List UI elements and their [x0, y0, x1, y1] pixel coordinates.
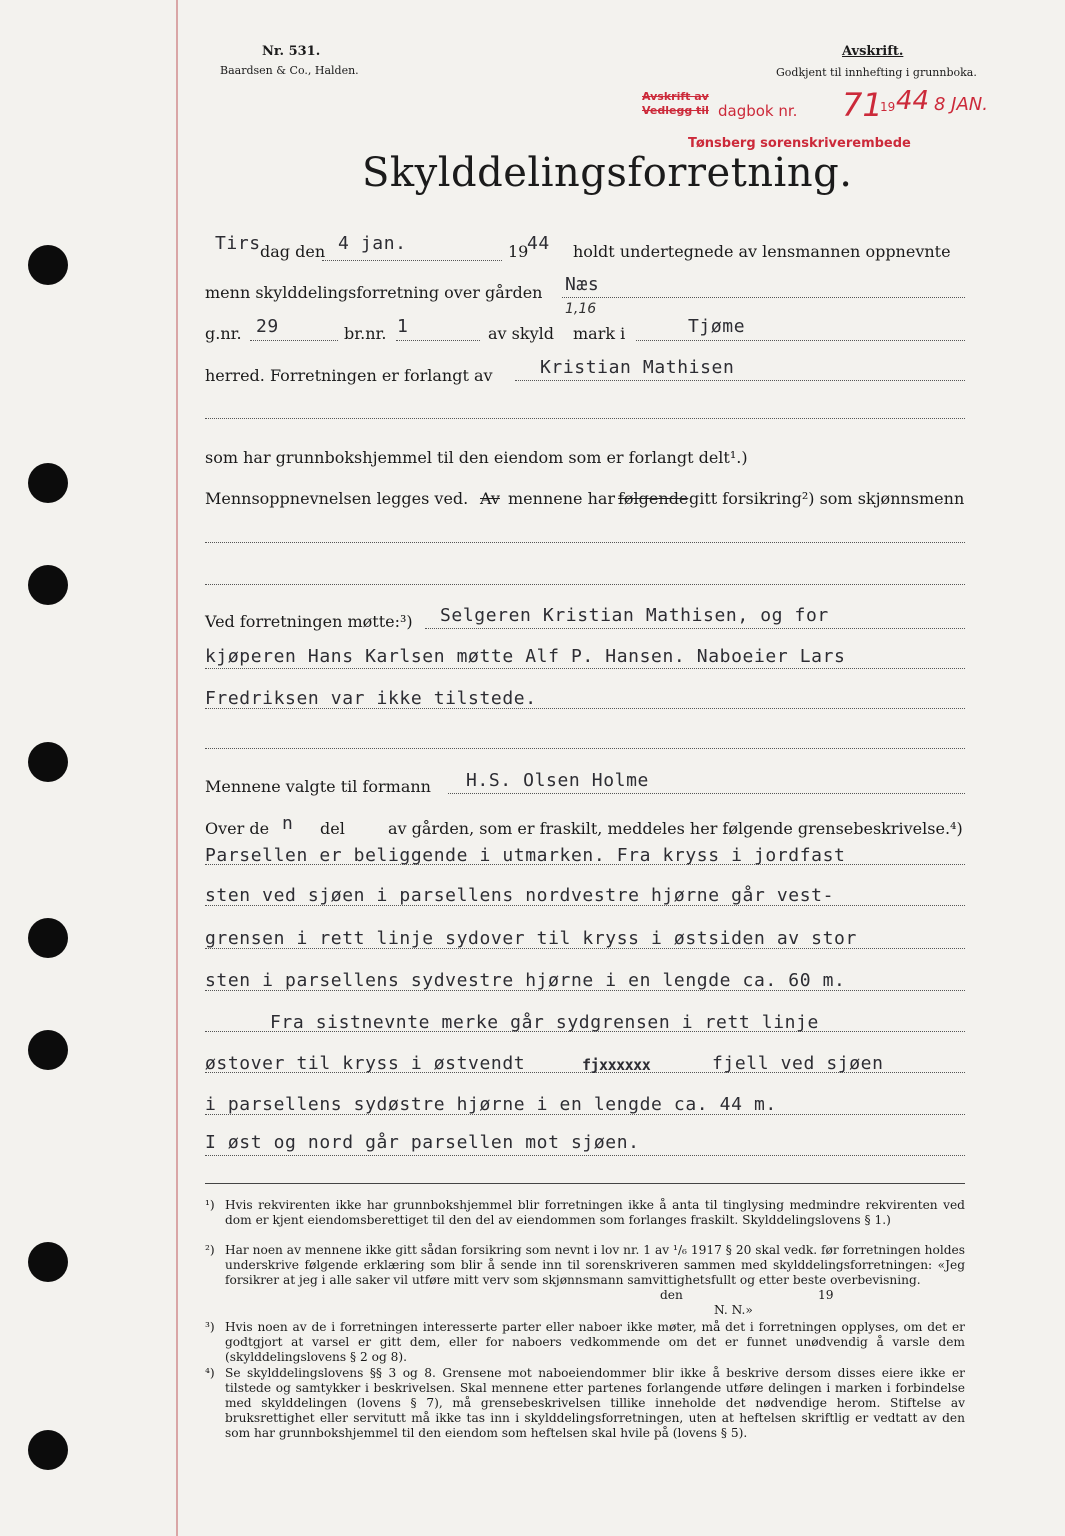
margin-rule [176, 0, 178, 1536]
footnote-text: Har noen av mennene ikke gitt sådan forsikring som nevnt i lov nr. 1 av ¹/₆ 1917 § 20 skal vedk. før forretningen holdes underskrive følgende erklæring som blir å sende inn til sorenskriveren sammen med skylddelingsforretningen: «Jeg forsikrer at jeg i alle saker vil utføre mitt verv som skjønnsmann samvittighetsfullt og etter beste overbevisning. [225, 1243, 965, 1287]
requester-field-line [515, 380, 965, 381]
blank-field-line [205, 748, 965, 749]
description-line: østover til kryss i østvendt [205, 1053, 526, 1074]
copy-label: Avskrift. [842, 44, 904, 59]
date-value: 4 jan. [338, 233, 407, 254]
boundary-text-a: Over de [205, 819, 270, 838]
blank-field-line [205, 542, 965, 543]
farm-name: Næs [565, 274, 600, 295]
description-line: sten i parsellens sydvestre hjørne i en lengde ca. 60 m. [205, 970, 846, 991]
gnr-label: g.nr. [205, 324, 242, 343]
present-field-line [425, 628, 965, 629]
footnote-number: ⁴) [205, 1366, 215, 1380]
menns-text-a: Mennsoppnevnelsen legges ved. [205, 489, 469, 508]
blank-field-line [205, 584, 965, 585]
footnote-nn: N. N.» [714, 1303, 753, 1317]
bnr-field-line [396, 340, 480, 341]
gnr-value: 29 [256, 316, 279, 337]
bnr-label: br.nr. [344, 324, 387, 343]
printer-name: Baardsen & Co., Halden. [220, 64, 359, 77]
description-line: Parsellen er beliggende i utmarken. Fra kryss i jordfast [205, 845, 846, 866]
footnote-text: Hvis noen av de i forretningen interesserte parter eller naboer ikke møter, må det i forretningen opplyses, om det er godtgjort at varsel er gitt dem, eller for naboers vedkommende om det er funnet unødvendig å varsle dem (skylddelingslovens § 2 og 8). [225, 1320, 965, 1364]
grunnbok-text: som har grunnbokshjemmel til den eiendom som er forlangt delt¹.) [205, 448, 748, 467]
binder-hole [28, 1030, 68, 1070]
approval-text: Godkjent til innhefting i grunnboka. [776, 66, 977, 79]
description-line: I øst og nord går parsellen mot sjøen. [205, 1132, 640, 1153]
boundary-text-b: del [320, 819, 345, 838]
blank-field-line [205, 418, 965, 419]
present-line-2: kjøperen Hans Karlsen møtte Alf P. Hansen. Naboeier Lars [205, 646, 846, 667]
description-line: sten ved sjøen i parsellens nordvestre hjørne går vest- [205, 885, 835, 906]
binder-hole [28, 742, 68, 782]
stamp-date: 8 JAN. [934, 94, 988, 115]
menns-text-c: gitt forsikring²) som skjønnsmenn [689, 489, 965, 508]
mark-label: mark i [573, 324, 626, 343]
present-field-line [205, 668, 965, 669]
year-prefix: 19 [508, 242, 529, 261]
binder-hole [28, 1430, 68, 1470]
form-number: Nr. 531. [262, 44, 321, 59]
dag-den-text: dag den [260, 242, 326, 261]
line2-text: menn skylddelingsforretning over gården [205, 283, 543, 302]
skyld-value: 1,16 [565, 301, 597, 317]
farm-field-line [562, 297, 965, 298]
boundary-text-c: av gården, som er fraskilt, meddeles her følgende grensebeskrivelse.⁴) [388, 819, 963, 838]
description-field-line [205, 1155, 965, 1156]
boundary-n: n [282, 813, 294, 834]
binder-hole [28, 245, 68, 285]
stamp-dagbok-label: dagbok nr. [718, 102, 798, 120]
footnote-year: 19 [818, 1288, 834, 1302]
menns-strike-1: Av [480, 489, 500, 508]
stamp-office: Tønsberg sorenskriverembede [688, 136, 911, 151]
footnote-text: Se skylddelingslovens §§ 3 og 8. Grensene mot naboeiendommer blir ikke å beskrive dersom disses eiere ikke er tilstede og samtykker i beskrivelsen. Skal mennene etter partenes forlangende utføre delingen i marken i forbindelse med skylddelingen (lovens § 7), må grensebeskrivelsen tillike inneholde det nødvendige herom. Stiftelse av bruksrettighet eller servitutt må ikke tas inn i skylddelingsforretningen, uten at heftelsen skriftlig er vedtatt av den som har grunnbokshjemmel til den eiendom som heftelsen skal hvile på (lovens § 5). [225, 1366, 965, 1440]
footnote-3 [205, 1320, 965, 1365]
description-line: grensen i rett linje sydover til kryss i østsiden av stor [205, 928, 857, 949]
chair-field-line [448, 793, 965, 794]
requester-name: Kristian Mathisen [540, 357, 735, 378]
stamp-dagbok-number: 71 [842, 86, 883, 124]
skyld-label: av skyld [488, 324, 554, 343]
footnote-1 [205, 1198, 965, 1228]
line1-text: holdt undertegnede av lensmannen oppnevnte [573, 242, 951, 261]
present-label: Ved forretningen møtte:³) [205, 612, 413, 631]
gnr-field-line [250, 340, 338, 341]
chair-name: H.S. Olsen Holme [466, 770, 649, 791]
present-line-1: Selgeren Kristian Mathisen, og for [440, 605, 829, 626]
menns-strike-2: følgende [618, 489, 689, 508]
strike-word: fjxxxxxx [582, 1056, 651, 1074]
footnote-text: Hvis rekvirenten ikke har grunnbokshjemmel blir forretningen ikke å anta til tinglysing medmindre rekvirenten ved dom er kjent eiendomsberettiget til den del av eiendommen som forlanges fraskilt. Skylddelingslovens § 1.) [225, 1198, 965, 1227]
date-field-line [322, 260, 502, 261]
footnote-number: ²) [205, 1243, 215, 1257]
menns-text-b: mennene har [508, 489, 616, 508]
description-line: fjell ved sjøen [712, 1053, 884, 1074]
stamp-line-2: Vedlegg til [642, 104, 709, 117]
footnote-number: ³) [205, 1320, 215, 1334]
footnote-4 [205, 1366, 965, 1441]
description-line: Fra sistnevnte merke går sydgrensen i rett linje [270, 1012, 819, 1033]
municipality-value: Tjøme [688, 316, 746, 337]
herred-text: herred. Forretningen er forlangt av [205, 366, 493, 385]
stamp-line-1: Avskrift av [642, 90, 709, 103]
present-line-3: Fredriksen var ikke tilstede. [205, 688, 537, 709]
footnote-number: ¹) [205, 1198, 215, 1212]
footnote-2 [205, 1243, 965, 1288]
municipality-field-line [636, 340, 965, 341]
binder-hole [28, 918, 68, 958]
binder-hole [28, 1242, 68, 1282]
chair-label: Mennene valgte til formann [205, 777, 431, 796]
footnote-den: den [660, 1288, 683, 1302]
day-name: Tirs [215, 233, 261, 254]
footnote-rule [205, 1183, 965, 1184]
stamp-year-prefix: 19 [880, 100, 896, 114]
binder-hole [28, 565, 68, 605]
stamp-year-suffix: 44 [896, 86, 930, 116]
year-value: 44 [527, 233, 550, 254]
binder-hole [28, 463, 68, 503]
page-title: Skylddelingsforretning. [362, 150, 853, 196]
description-line: i parsellens sydøstre hjørne i en lengde ca. 44 m. [205, 1094, 777, 1115]
bnr-value: 1 [397, 316, 409, 337]
